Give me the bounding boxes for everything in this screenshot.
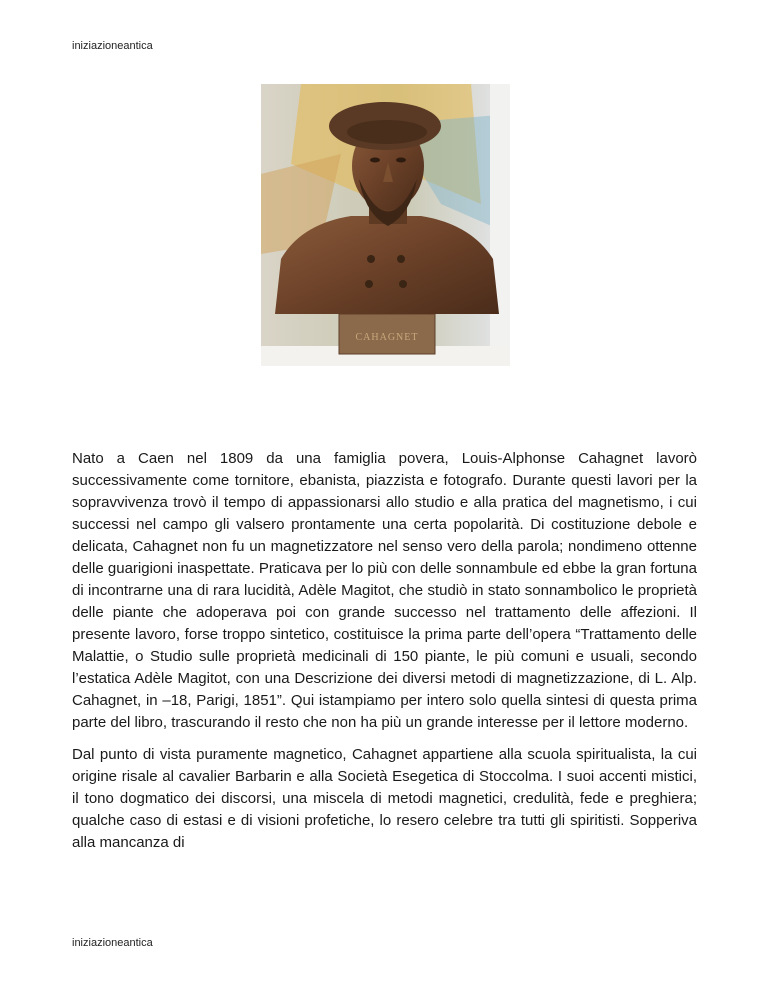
paragraph: Nato a Caen nel 1809 da una famiglia povera, Louis-Alphonse Cahagnet lavorò successivamente come tornitore, ebanista, piazzista e fotografo. Durante questi lavori per la sopravvivenza trovò il tempo di appassionarsi allo studio e alla pratica del magnetismo, i cui successi nel campo gli valsero prontamente una certa popolarità. Di costituzione debole e delicata, Cahagnet non fu un magnetizzatore nel senso vero della parola; nondimeno ottenne delle guarigioni inaspettate. Praticava per lo più con delle sonnambule ed ebbe la gran fortuna di incontrarne una di rara lucidità, Adèle Magitot, che studiò in stato sonnambolico le proprietà delle piante che adoperava poi con grande successo nel trattamento delle affezioni. Il presente lavoro, forse troppo sintetico, costituisce la prima parte dell’opera “Trattamento delle Malattie, o Studio sulle proprietà medicinali di 150 piante, le più comuni e usuali, secondo l’estatica Adèle Magitot, con una Descrizione dei diversi metodi di magnetizzazione, di L. Alp. Cahagnet, in –18, Parigi, 1851”. Qui istampiamo per intero solo quella sintesi di questa prima parte del libro, trascurando il resto che non ha più un grande interesse per il lettore moderno. xyxy=(72,450,697,731)
bust-photo xyxy=(261,84,510,366)
body-text xyxy=(72,448,697,864)
paragraph: Dal punto di vista puramente magnetico, Cahagnet appartiene alla scuola spiritualista, la cui origine risale al cavalier Barbarin e alla Società Esegetica di Stoccolma. I suoi accenti mistici, il tono dogmatico dei discorsi, una miscela di metodi magnetici, credulità, fede e preghiera; qualche caso di estasi e di visioni profetiche, lo resero celebre tra tutti gli spiritisti. Sopperiva alla mancanza di xyxy=(72,746,697,851)
page-header: iniziazioneantica xyxy=(72,40,153,52)
plinth-inscription: CAHAGNET xyxy=(355,332,419,343)
page-footer: iniziazioneantica xyxy=(72,937,153,949)
